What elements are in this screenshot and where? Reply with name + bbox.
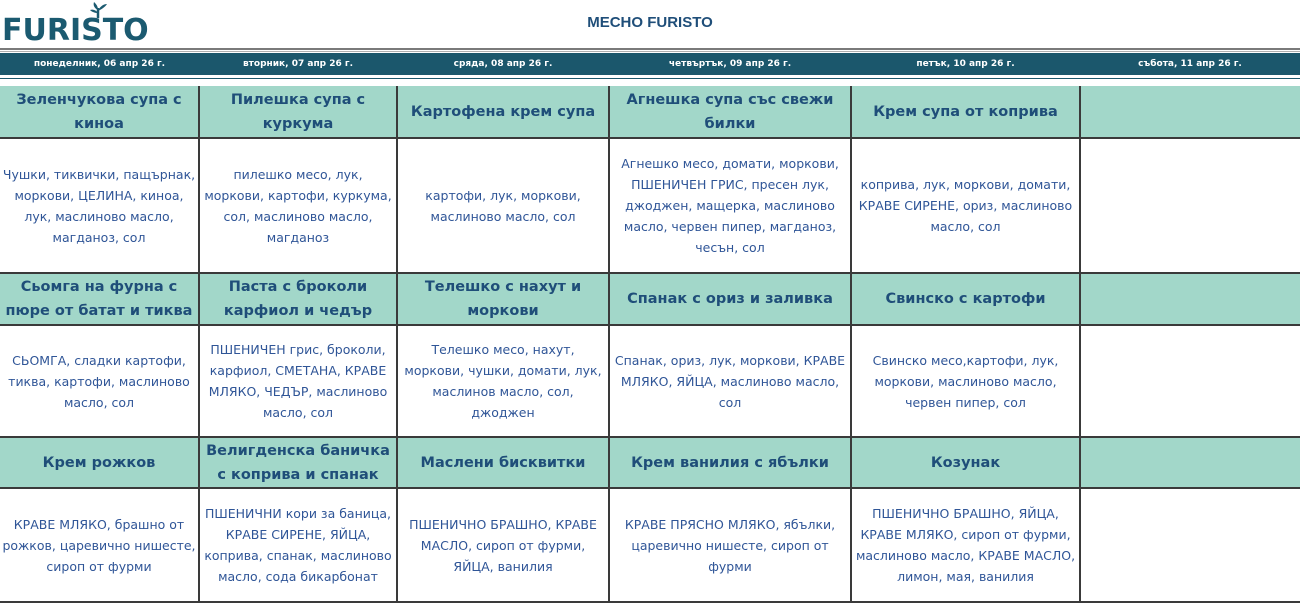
day-header: сряда, 08 апр 26 г. bbox=[453, 59, 553, 69]
day-header: понеделник, 06 апр 26 г. bbox=[33, 59, 166, 69]
ingredients-cell: Свинско месо,картофи, лук, моркови, маслиново масло, червен пипер, сол bbox=[851, 325, 1080, 437]
divider bbox=[0, 78, 1300, 79]
ingredients-cell: Чушки, тиквички, пащърнак, моркови, ЦЕЛИНА, киноа, лук, маслиново масло, магданоз, сол bbox=[0, 138, 199, 273]
dish-cell: Паста с броколи карфиол и чедър bbox=[199, 273, 397, 325]
ingredients-cell: картофи, лук, моркови, маслиново масло, сол bbox=[397, 138, 609, 273]
dish-cell: Крем рожков bbox=[0, 437, 199, 488]
ingredients-cell: ПШЕНИЧНО БРАШНО, КРАВЕ МАСЛО, сироп от фурми, ЯЙЦА, ванилия bbox=[397, 488, 609, 602]
ingredients-cell: СЬОМГА, сладки картофи, тиква, картофи, маслиново масло, сол bbox=[0, 325, 199, 437]
ingredients-cell bbox=[1080, 325, 1300, 437]
ingredients-cell: КРАВЕ МЛЯКО, брашно от рожков, царевично нишесте, сироп от фурми bbox=[0, 488, 199, 602]
dish-row-mains bbox=[0, 273, 1300, 325]
ingredients-cell: КРАВЕ ПРЯСНО МЛЯКО, ябълки, царевично нишесте, сироп от фурми bbox=[609, 488, 851, 602]
dish-cell bbox=[1080, 437, 1300, 488]
ingredients-cell: Спанак, ориз, лук, моркови, КРАВЕ МЛЯКО, ЯЙЦА, маслиново масло, сол bbox=[609, 325, 851, 437]
divider bbox=[0, 48, 1300, 50]
ingredients-cell: пилешко месо, лук, моркови, картофи, куркума, сол, маслиново масло, магданоз bbox=[199, 138, 397, 273]
ingredients-row-desserts bbox=[0, 488, 1300, 602]
divider bbox=[0, 51, 1300, 52]
ingredients-cell: Агнешко месо, домати, моркови, ПШЕНИЧЕН ГРИС, пресен лук, джоджен, мащерка, маслиново масло, червен пипер, магданоз, чесън, сол bbox=[609, 138, 851, 273]
day-header: четвъртък, 09 апр 26 г. bbox=[668, 59, 792, 69]
dish-cell: Маслени бисквитки bbox=[397, 437, 609, 488]
dish-cell: Зеленчукова супа с киноа bbox=[0, 86, 199, 138]
day-header-row bbox=[0, 53, 1300, 75]
ingredients-cell: ПШЕНИЧНИ кори за баница, КРАВЕ СИРЕНЕ, ЯЙЦА, коприва, спанак, маслиново масло, сода бикарбонат bbox=[199, 488, 397, 602]
page-title: МЕСНО FURISTO bbox=[587, 14, 713, 31]
ingredients-cell: ПШЕНИЧЕН грис, броколи, карфиол, СМЕТАНА, КРАВЕ МЛЯКО, ЧЕДЪР, маслиново масло, сол bbox=[199, 325, 397, 437]
dish-cell bbox=[1080, 86, 1300, 138]
dish-cell: Крем супа от коприва bbox=[851, 86, 1080, 138]
day-header: събота, 11 апр 26 г. bbox=[1138, 59, 1242, 69]
dish-cell: Картофена крем супа bbox=[397, 86, 609, 138]
dish-row-soups bbox=[0, 86, 1300, 138]
dish-cell: Козунак bbox=[851, 437, 1080, 488]
ingredients-row-mains bbox=[0, 325, 1300, 437]
day-header: петък, 10 апр 26 г. bbox=[916, 59, 1015, 69]
logo-text: FURISTO bbox=[2, 13, 149, 48]
dish-cell: Спанак с ориз и заливка bbox=[609, 273, 851, 325]
ingredients-cell: коприва, лук, моркови, домати, КРАВЕ СИРЕНЕ, ориз, маслиново масло, сол bbox=[851, 138, 1080, 273]
dish-cell: Пилешка супа с куркума bbox=[199, 86, 397, 138]
dish-cell: Велигденска баничка с коприва и спанак bbox=[199, 437, 397, 488]
dish-cell: Агнешка супа със свежи билки bbox=[609, 86, 851, 138]
ingredients-cell bbox=[1080, 138, 1300, 273]
menu-table bbox=[0, 86, 1300, 603]
dish-cell: Свинско с картофи bbox=[851, 273, 1080, 325]
ingredients-cell bbox=[1080, 488, 1300, 602]
dish-cell: Сьомга на фурна с пюре от батат и тиква bbox=[0, 273, 199, 325]
day-header: вторник, 07 апр 26 г. bbox=[242, 59, 354, 69]
ingredients-cell: Телешко месо, нахут, моркови, чушки, домати, лук, маслинов масло, сол, джоджен bbox=[397, 325, 609, 437]
dish-cell bbox=[1080, 273, 1300, 325]
ingredients-row-soups bbox=[0, 138, 1300, 273]
dish-cell: Телешко с нахут и моркови bbox=[397, 273, 609, 325]
dish-row-desserts bbox=[0, 437, 1300, 488]
dish-cell: Крем ванилия с ябълки bbox=[609, 437, 851, 488]
ingredients-cell: ПШЕНИЧНО БРАШНО, ЯЙЦА, КРАВЕ МЛЯКО, сироп от фурми, маслиново масло, КРАВЕ МАСЛО, лимон, мая, ванилия bbox=[851, 488, 1080, 602]
